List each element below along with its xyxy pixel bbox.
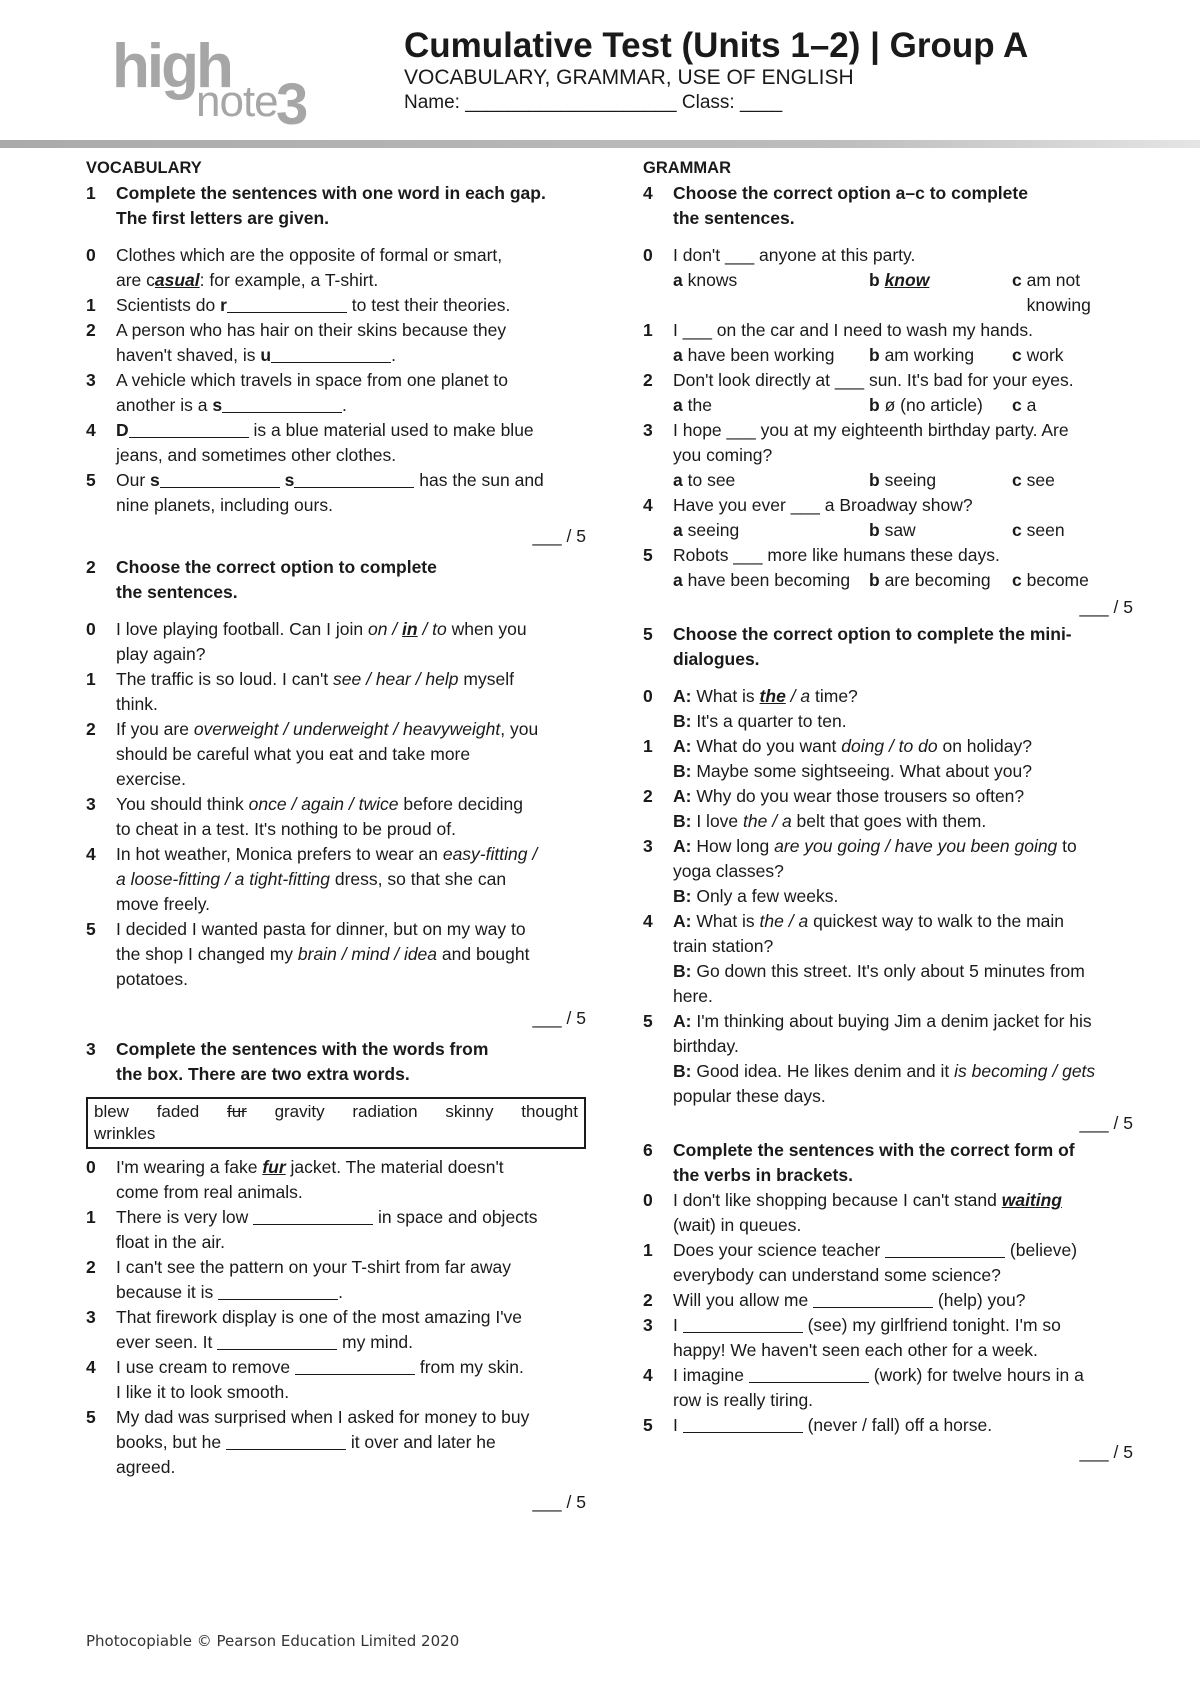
answer-blank[interactable] <box>885 1239 1005 1258</box>
list-item: 4 I imagine (work) for twelve hours in a row is really tiring. <box>643 1365 1084 1410</box>
example-answer: the <box>759 686 786 706</box>
header-rule <box>0 140 1200 148</box>
answer-options[interactable]: is becoming / gets <box>954 1061 1096 1081</box>
list-item: 0 I love playing football. Can I join on / in / to when you play again? <box>86 619 527 664</box>
score-box: ___ / 5 <box>1079 597 1133 617</box>
logo-word-high: high <box>112 32 231 101</box>
answer-blank[interactable] <box>294 469 414 488</box>
list-item: 1 Scientists do r to test their theories. <box>86 295 511 315</box>
score-box: ___ / 5 <box>1079 1442 1133 1462</box>
example-answer: waiting <box>1001 1190 1062 1210</box>
example-answer: fur <box>262 1157 286 1177</box>
list-item: 2 A: Why do you wear those trousers so often? B: I love the / a belt that goes with them. <box>643 786 1025 831</box>
answer-options[interactable]: easy-fitting / <box>442 844 538 864</box>
answer-blank[interactable] <box>129 419 249 438</box>
high-note-logo <box>112 32 332 137</box>
list-item: 3 I hope ___ you at my eighteenth birthday party. Are you coming? <box>643 420 1069 465</box>
word-box <box>86 1097 586 1149</box>
list-item: 0 I don't like shopping because I can't stand waiting (wait) in queues. <box>643 1190 1062 1235</box>
answer-blank[interactable] <box>227 294 347 313</box>
answer-blank[interactable] <box>271 344 391 363</box>
answer-options[interactable]: the / a <box>743 811 792 831</box>
option-row: a have been working b am working c work <box>673 345 1064 365</box>
list-item: 2 Will you allow me (help) you? <box>643 1290 1026 1310</box>
list-item: 2 I can't see the pattern on your T-shirt from far away because it is . <box>86 1257 512 1302</box>
list-item: 3 I (see) my girlfriend tonight. I'm so happy! We haven't seen each other for a week. <box>643 1315 1061 1360</box>
name-field[interactable]: ____________________ <box>465 92 677 113</box>
answer-blank[interactable] <box>217 1331 337 1350</box>
answer-options[interactable]: are you going / have you been going <box>774 836 1058 856</box>
vocabulary-heading: VOCABULARY <box>86 159 202 177</box>
task-2-instruction: 2 Choose the correct option to complete the sentences. <box>86 557 437 602</box>
list-item: 4 D is a blue material used to make blue jeans, and sometimes other clothes. <box>86 420 534 465</box>
list-item: 3 That firework display is one of the most amazing I've ever seen. It my mind. <box>86 1307 523 1352</box>
list-item: 5 I decided I wanted pasta for dinner, but on my way to the shop I changed my brain / mind / idea and bought potatoes. <box>86 919 530 989</box>
task-1-instruction: 1 Complete the sentences with one word in each gap. The first letters are given. <box>86 183 546 228</box>
box-word: gravity <box>274 1102 325 1121</box>
example-answer: in <box>402 619 418 639</box>
list-item: 1 The traffic is so loud. I can't see / hear / help myself think. <box>86 669 514 714</box>
answer-options[interactable]: once / again / twice <box>248 794 399 814</box>
list-item: 3 A vehicle which travels in space from one planet to another is a s . <box>86 370 509 415</box>
option-row: a seeing b saw c seen <box>673 520 1065 540</box>
list-item: 0 Clothes which are the opposite of formal or smart, are casual: for example, a T-shirt. <box>86 245 503 290</box>
list-item: 5 Our s s has the sun and nine planets, including ours. <box>86 470 544 515</box>
list-item: 1 I ___ on the car and I need to wash my hands. <box>643 320 1033 340</box>
list-item: 4 A: What is the / a quickest way to walk to the main train station? B: Go down this street. It's only about 5 minutes from here. <box>643 911 1085 1006</box>
list-item: 5 My dad was surprised when I asked for money to buy books, but he it over and later he agreed. <box>86 1407 530 1477</box>
task-6-instruction: 6 Complete the sentences with the correct form of the verbs in brackets. <box>643 1140 1075 1185</box>
task-4 <box>643 181 1133 620</box>
score-box: ___ / 5 <box>532 1008 586 1028</box>
page-subtitle: VOCABULARY, GRAMMAR, USE OF ENGLISH <box>404 66 854 89</box>
option-row: a have been becoming b are becoming c become <box>673 570 1089 590</box>
page-title: Cumulative Test (Units 1–2) | Group A <box>404 26 1029 65</box>
answer-options[interactable]: brain / mind / idea <box>297 944 438 964</box>
example-answer: asual <box>154 270 200 290</box>
list-item: 1 Does your science teacher (believe) everybody can understand some science? <box>643 1240 1078 1285</box>
example-answer: know <box>884 270 930 290</box>
answer-blank[interactable] <box>253 1206 373 1225</box>
name-label: Name: <box>404 92 460 113</box>
list-item: 4 In hot weather, Monica prefers to wear an easy-fitting / a loose-fitting / a tight-fitting dress, so that she can move freely. <box>86 844 538 914</box>
box-word: faded <box>156 1102 200 1121</box>
list-item: 4 Have you ever ___ a Broadway show? <box>643 495 973 515</box>
logo-level: 3 <box>276 72 309 137</box>
class-label: Class: <box>681 92 735 113</box>
list-item: 0 A: What is the / a time? B: It's a quarter to ten. <box>643 686 858 731</box>
answer-options[interactable]: the / a <box>759 911 809 931</box>
list-item: 2 A person who has hair on their skins because they haven't shaved, is u . <box>86 320 507 365</box>
list-item: 5 A: I'm thinking about buying Jim a denim jacket for his birthday. B: Good idea. He likes denim and it is becoming / gets popular these days. <box>643 1011 1096 1106</box>
task-4-instruction: 4 Choose the correct option a–c to complete the sentences. <box>643 183 1028 228</box>
option-row: a knows b know c am not knowing <box>673 270 1091 315</box>
answer-blank[interactable] <box>683 1314 803 1333</box>
footer-copyright: Photocopiable © Pearson Education Limited 2020 <box>86 1632 460 1650</box>
task-5 <box>643 622 1133 1136</box>
answer-options[interactable]: a loose-fitting / a tight-fitting <box>116 869 330 889</box>
list-item: 5 I (never / fall) off a horse. <box>643 1415 993 1435</box>
task-6 <box>643 1138 1133 1465</box>
list-item: 0 I'm wearing a fake fur jacket. The material doesn't come from real animals. <box>86 1157 504 1202</box>
logo-word-note: note <box>196 77 278 126</box>
score-box: ___ / 5 <box>532 526 586 546</box>
grammar-heading: GRAMMAR <box>643 159 731 177</box>
task-5-instruction: 5 Choose the correct option to complete the mini- dialogues. <box>643 624 1072 669</box>
list-item: 2 If you are overweight / underweight / heavyweight, you should be careful what you eat and take more exercise. <box>86 719 539 789</box>
answer-blank[interactable] <box>226 1431 346 1450</box>
answer-options[interactable]: see / hear / help <box>333 669 459 689</box>
list-item: 0 I don't ___ anyone at this party. <box>643 245 916 265</box>
task-3-instruction: 3 Complete the sentences with the words from the box. There are two extra words. <box>86 1039 489 1084</box>
answer-blank[interactable] <box>295 1356 415 1375</box>
box-word: skinny <box>445 1102 494 1121</box>
answer-options[interactable]: overweight / underweight / heavyweight <box>193 719 501 739</box>
task-3 <box>86 1037 586 1515</box>
list-item: 3 A: How long are you going / have you been going to yoga classes? B: Only a few weeks. <box>643 836 1077 906</box>
class-field[interactable]: ____ <box>739 92 783 113</box>
option-row: a to see b seeing c see <box>673 470 1055 490</box>
list-item: 1 There is very low in space and objects float in the air. <box>86 1207 538 1252</box>
answer-blank[interactable] <box>222 394 342 413</box>
score-box: ___ / 5 <box>532 1492 586 1512</box>
score-box: ___ / 5 <box>1079 1113 1133 1133</box>
box-word: thought <box>521 1102 578 1121</box>
name-class-row <box>404 92 782 114</box>
answer-options[interactable]: doing / to do <box>841 736 938 756</box>
box-word-used: fur <box>226 1102 247 1121</box>
answer-blank[interactable] <box>683 1414 803 1433</box>
task-1 <box>86 181 586 549</box>
option-row: a the b ø (no article) c a <box>673 395 1037 415</box>
answer-blank[interactable] <box>813 1289 933 1308</box>
box-word: wrinkles <box>94 1124 156 1143</box>
task-2 <box>86 555 586 1031</box>
right-column <box>643 156 1133 1467</box>
answer-blank[interactable] <box>218 1281 338 1300</box>
answer-blank[interactable] <box>160 469 280 488</box>
list-item: 4 I use cream to remove from my skin. I like it to look smooth. <box>86 1357 524 1402</box>
left-column <box>86 156 586 1521</box>
box-word: blew <box>94 1102 129 1121</box>
list-item: 1 A: What do you want doing / to do on holiday? B: Maybe some sightseeing. What about you? <box>643 736 1032 781</box>
list-item: 5 Robots ___ more like humans these days. <box>643 545 1000 565</box>
list-item: 2 Don't look directly at ___ sun. It's bad for your eyes. <box>643 370 1074 390</box>
answer-blank[interactable] <box>749 1364 869 1383</box>
list-item: 3 You should think once / again / twice before deciding to cheat in a test. It's nothing to be proud of. <box>86 794 524 839</box>
box-word: radiation <box>352 1102 418 1121</box>
